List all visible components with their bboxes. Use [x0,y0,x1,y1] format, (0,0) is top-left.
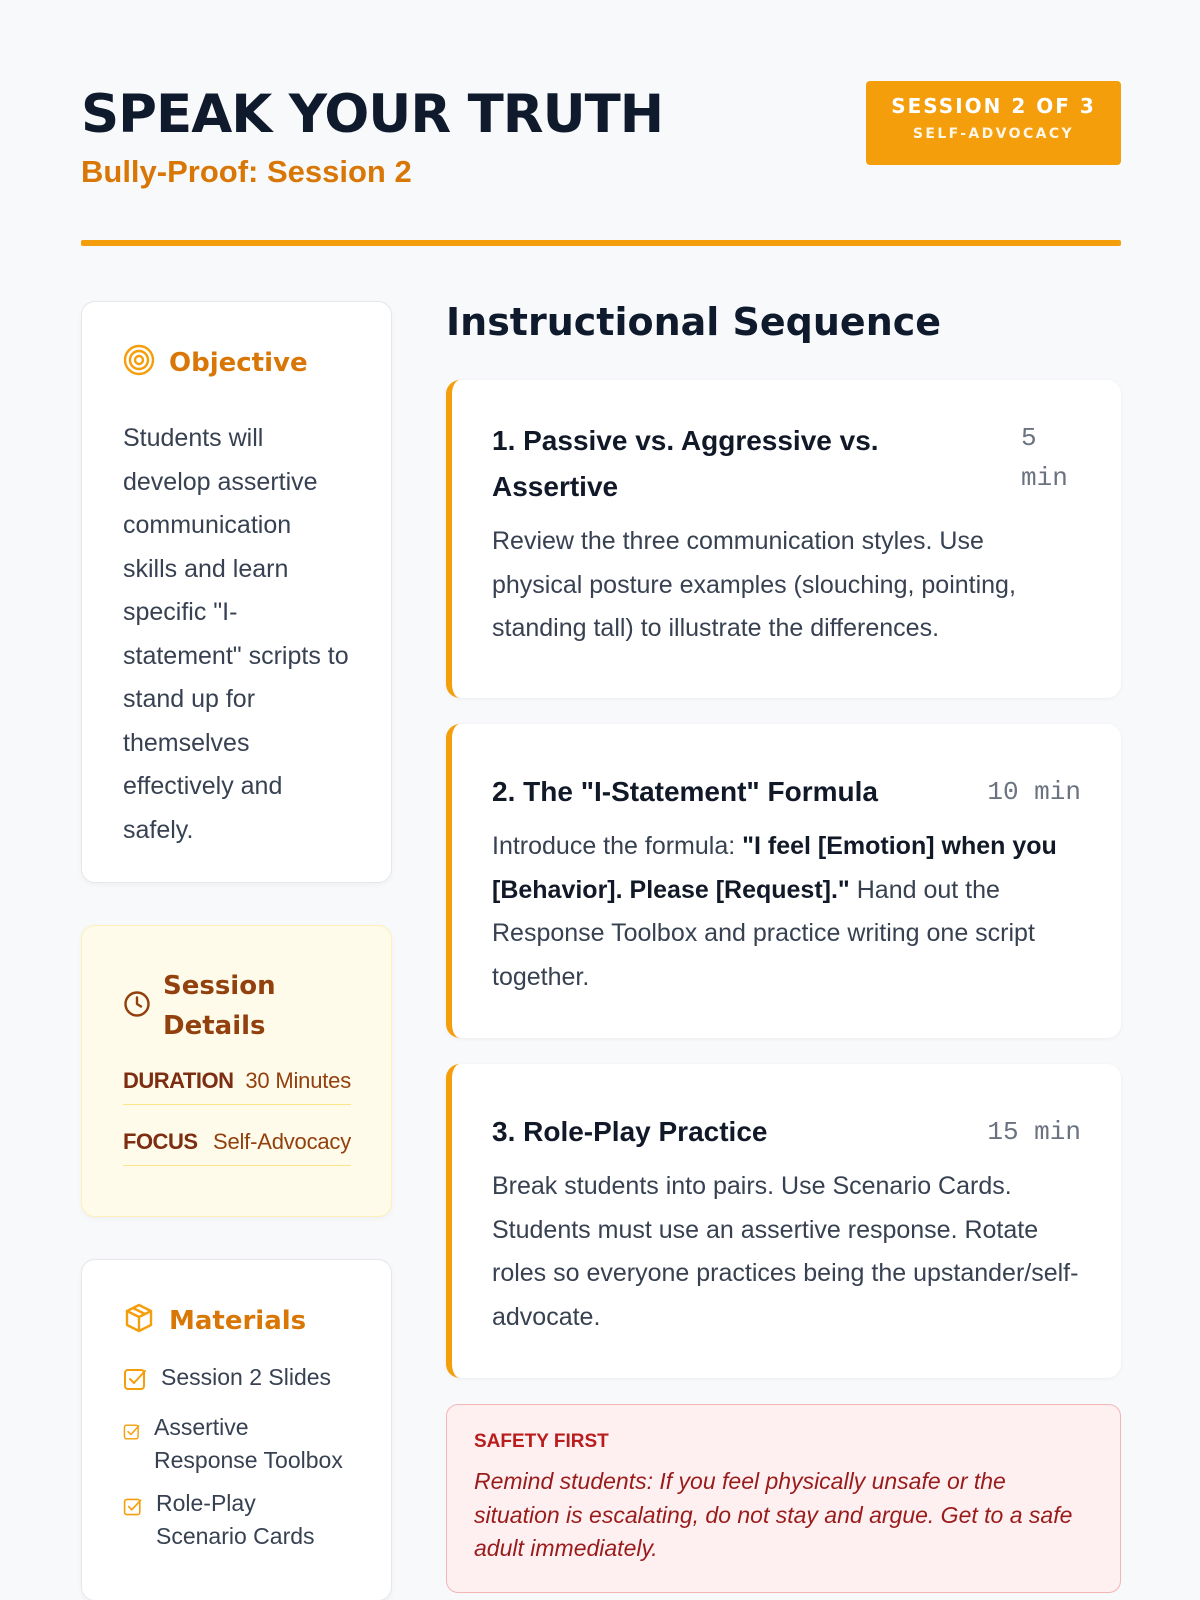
list-item [123,1361,351,1401]
step-description: Break students into pairs. Use Scenario Cards. Students must use an assertive response. Rotate roles so everyone practices being the upstander/self-advocate. [492,1172,1079,1331]
list-item [123,1487,351,1553]
safety-text: Remind students: If you feel physically unsafe or the situation is escalating, do not stay and argue. Get to a safe adult immediately. [474,1468,1073,1561]
materials-title: Materials [169,1305,307,1336]
clock-icon [123,990,151,1023]
checkbox-icon [123,1493,143,1526]
list-item [123,1411,351,1477]
session-details-header [123,966,351,1046]
step-duration: 15 min [987,1117,1081,1147]
checkbox-icon [123,1367,148,1401]
session-details-title: Session Details [163,971,276,1041]
sequence-step-2 [446,724,1121,1038]
material-label: Role-Play Scenario Cards [156,1490,315,1549]
step-description: Review the three communication styles. Use physical posture examples (slouching, pointing, standing tall) to illustrate the differences. [492,527,1016,642]
objective-text: Students will develop assertive communication skills and learn specific "I-statement" scripts to stand up for themselves effectively and safely. [123,424,349,844]
checkbox-icon [123,1417,141,1450]
materials-header [123,1302,351,1339]
safety-callout [446,1404,1121,1593]
session-badge [866,81,1121,165]
box-icon [123,1302,155,1339]
page-title: SPEAK YOUR TRUTH [81,84,664,145]
detail-value: 30 Minutes [245,1068,351,1093]
step-duration: 10 min [987,777,1081,807]
step-text: Introduce the formula: [492,832,743,860]
step-duration: 5 min [1021,423,1068,493]
material-label: Assertive Response Toolbox [154,1414,343,1473]
session-details-card [81,925,392,1217]
step-text: Hand out the Response Toolbox and practice writing one script together. [492,875,1035,991]
objective-card [81,301,392,883]
objective-title: Objective [169,347,308,378]
step-title: 1. Passive vs. Aggressive vs. Assertive [492,425,879,502]
detail-value: Self-Advocacy [212,1129,351,1154]
step-description [492,825,1081,999]
sequence-step-1 [446,380,1121,698]
sequence-title: Instructional Sequence [446,300,942,344]
detail-label: FOCUS [123,1129,198,1154]
session-badge-topic: SELF-ADVOCACY [912,126,1075,142]
detail-row-focus [123,1129,351,1166]
session-badge-count: SESSION 2 OF 3 [891,94,1096,118]
objective-header [123,344,351,381]
detail-label: DURATION [123,1068,234,1093]
step-title: 3. Role-Play Practice [492,1116,768,1147]
detail-row-duration [123,1068,351,1105]
step-title: 2. The "I-Statement" Formula [492,776,878,807]
formula-text: "I feel [Emotion] when you [Behavior]. Please [Request]." [492,832,1057,904]
materials-card [81,1259,392,1600]
target-icon [123,344,155,381]
safety-title: SAFETY FIRST [474,1431,609,1452]
sequence-step-3 [446,1064,1121,1378]
header-divider [81,240,1121,246]
material-label: Session 2 Slides [161,1364,332,1390]
page-subtitle: Bully-Proof: Session 2 [81,154,412,189]
